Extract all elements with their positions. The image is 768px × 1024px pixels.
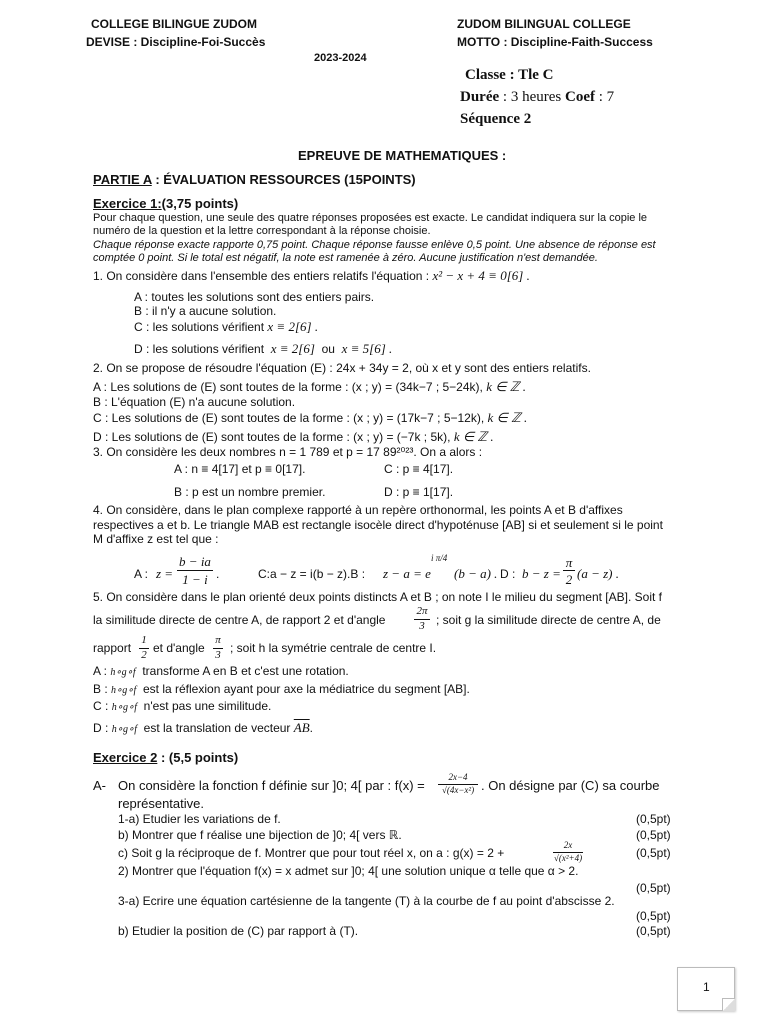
ex2-item-3a-points: (0,5pt) — [636, 909, 671, 923]
ex2-f-den: √(4x−x²) — [441, 785, 475, 795]
school-year: 2023-2024 — [314, 52, 367, 64]
q4-option-d-label: D : — [500, 567, 516, 581]
q5-line3a: rapport — [93, 641, 132, 655]
q3-option-a: A : n ≡ 4[17] et p ≡ 0[17]. — [174, 462, 306, 476]
q1-statement: 1. On considère dans l'ensemble des entiers relatifs l'équation : x² − x + 4 ≡ 0[6] . — [93, 268, 530, 283]
q4-option-b-exponent: i π/4 — [431, 553, 448, 563]
ex2-g-den: √(x²+4) — [553, 853, 583, 863]
q5-angle2-num: π — [215, 634, 221, 646]
q2-option-c: C : Les solutions de (E) sont toutes de la forme : (x ; y) = (17k−7 ; 5−12k), k ∈ ℤ . — [93, 410, 528, 425]
motto-en: MOTTO : Discipline-Faith-Success — [457, 35, 653, 49]
q5-angle-num: 2π — [416, 605, 428, 617]
q1-option-b: B : il n'y a aucune solution. — [134, 304, 277, 318]
q5-option-c: C : h∘g∘f n'est pas une similitude. — [93, 699, 272, 713]
q4-line2: respectives a et b. Le triangle MAB est rectangle isocèle direct d'hypoténuse [AB] si et seulement si le point — [93, 518, 663, 532]
q1-option-d: D : les solutions vérifient x ≡ 2[6] ou x ≡ 5[6] . — [134, 341, 393, 356]
ex1-intro-line2: numéro de la question et la lettre correspondant à la réponse choisie. — [93, 225, 431, 237]
ex2-item-1c: c) Soit g la réciproque de f. Montrer que pour tout réel x, on a : g(x) = 2 + — [118, 846, 505, 860]
q5-line2a: la similitude directe de centre A, de rapport 2 et d'angle — [93, 613, 386, 627]
q5-ratio-den: 2 — [141, 649, 147, 661]
q3-option-c: C : p ≡ 4[17]. — [384, 462, 454, 476]
ex1-scoring-line1: Chaque réponse exacte rapporte 0,75 point. Chaque réponse fausse enlève 0,5 point. Une absence de réponse est — [93, 239, 656, 251]
ex2-g-num: 2x — [563, 840, 573, 850]
school-name-en: ZUDOM BILINGUAL COLLEGE — [457, 17, 631, 31]
duration-coef: Durée : 3 heures Coef : 7 — [460, 89, 615, 105]
q4-option-a-label: A : — [134, 567, 149, 581]
q5-line2b: ; soit g la similitude directe de centre A, de — [436, 613, 661, 627]
class-info: Classe : Tle C — [465, 67, 554, 83]
ex2-a-statement: On considère la fonction f définie sur ]0; 4[ par : f(x) = — [118, 778, 425, 793]
exercise-2-heading: Exercice 2 : (5,5 points) — [93, 750, 239, 765]
page-fold — [722, 998, 735, 1011]
ex2-a-statement-line2: représentative. — [118, 796, 204, 811]
ex2-a-statement-end: . On désigne par (C) sa courbe — [481, 778, 660, 793]
sequence: Séquence 2 — [460, 111, 532, 127]
ex2-item-3a: 3-a) Ecrire une équation cartésienne de la tangente (T) à la courbe de f au point d'abscisse 2. — [118, 894, 615, 908]
q2-option-d: D : Les solutions de (E) sont toutes de la forme : (x ; y) = (−7k ; 5k), k ∈ ℤ . — [93, 429, 494, 444]
exam-title: EPREUVE DE MATHEMATIQUES : — [298, 148, 507, 163]
q4-option-d-rest: (a − z) . — [577, 566, 619, 581]
part-a-heading: PARTIE A : ÉVALUATION RESSOURCES (15POINTS) — [93, 172, 416, 187]
q4-line1: 4. On considère, dans le plan complexe rapporté à un repère orthonormal, les points A et B d'affixes — [93, 503, 623, 517]
page-number-box — [677, 967, 735, 1011]
ex2-item-1b: b) Montrer que f réalise une bijection de ]0; 4[ vers ℝ. — [118, 828, 402, 842]
q3-statement: 3. On considère les deux nombres n = 1 789 et p = 17 89²⁰²³. On a alors : — [93, 445, 483, 459]
q5-ratio-num: 1 — [141, 634, 147, 646]
q4-option-a-z: z = — [156, 566, 174, 581]
q5-angle-den: 3 — [419, 620, 425, 632]
q3-option-d: D : p ≡ 1[17]. — [384, 485, 454, 499]
ex2-item-1a-points: (0,5pt) — [636, 812, 671, 826]
ex2-f-num: 2x−4 — [448, 772, 468, 782]
q4-option-d-num: π — [565, 555, 573, 570]
q5-line3b: et d'angle — [153, 641, 205, 655]
q3-option-b: B : p est un nombre premier. — [174, 485, 326, 499]
q5-line3c: ; soit h la symétrie centrale de centre I. — [230, 641, 437, 655]
ex2-item-1b-points: (0,5pt) — [636, 828, 671, 842]
q5-angle2-den: 3 — [215, 649, 221, 661]
exercise-1-heading: Exercice 1:(3,75 points) — [93, 196, 239, 211]
ex2-item-2: 2) Montrer que l'équation f(x) = x admet sur ]0; 4[ une solution unique α telle que α > 2. — [118, 864, 579, 878]
ex2-item-3b-points: (0,5pt) — [636, 924, 671, 938]
q4-option-a-den: 1 − i — [182, 572, 208, 587]
q5-option-b: B : h∘g∘f est la réflexion ayant pour axe la médiatrice du segment [AB]. — [93, 682, 470, 696]
q5-option-a: A : h∘g∘f transforme A en B et c'est une rotation. — [93, 664, 349, 678]
q4-option-b-rest: (b − a) . — [454, 566, 498, 581]
q4-line3: M d'affixe z est tel que : — [93, 532, 219, 546]
ex2-a-label: A- — [93, 778, 106, 793]
q2-statement: 2. On se propose de résoudre l'équation (E) : 24x + 34y = 2, où x et y sont des entiers relatifs. — [93, 361, 591, 375]
q2-option-a: A : Les solutions de (E) sont toutes de la forme : (x ; y) = (34k−7 ; 5−24k), k ∈ ℤ . — [93, 379, 526, 394]
q1-option-c: C : les solutions vérifient x ≡ 2[6] . — [134, 319, 319, 334]
fraction-bar — [177, 570, 213, 571]
school-name-fr: COLLEGE BILINGUE ZUDOM — [91, 17, 257, 31]
ex1-scoring-line2: comptée 0 point. Si le total est négatif, la note est ramenée à zéro. Aucune justification n'est demandée. — [93, 252, 598, 264]
page-number: 1 — [703, 980, 710, 994]
ex2-item-2-points: (0,5pt) — [636, 881, 671, 895]
q4-option-d: b − z = — [522, 566, 561, 581]
q1-option-a: A : toutes les solutions sont des entiers pairs. — [134, 290, 375, 304]
q4-option-c: C:a − z = i(b − z).B : — [258, 567, 366, 581]
q4-option-b: z − a = e — [383, 566, 431, 581]
ex2-item-1a: 1-a) Etudier les variations de f. — [118, 812, 281, 826]
q4-option-d-den: 2 — [565, 572, 573, 587]
q2-option-b: B : L'équation (E) n'a aucune solution. — [93, 395, 296, 409]
q5-option-d: D : h∘g∘f est la translation de vecteur $\overline{AB}$. — [93, 720, 313, 735]
ex2-item-3b: b) Etudier la position de (C) par rapport à (T). — [118, 924, 359, 938]
motto-fr: DEVISE : Discipline-Foi-Succès — [86, 35, 266, 49]
q5-line1: 5. On considère dans le plan orienté deux points distincts A et B ; on note I le milieu du segment [AB]. Soit f — [93, 590, 662, 604]
ex1-intro-line1: Pour chaque question, une seule des quatre réponses proposées est exacte. Le candidat indiquera sur la copie le — [93, 212, 648, 224]
ex2-item-1c-points: (0,5pt) — [636, 846, 671, 860]
q4-option-a-num: b − ia — [179, 554, 211, 569]
